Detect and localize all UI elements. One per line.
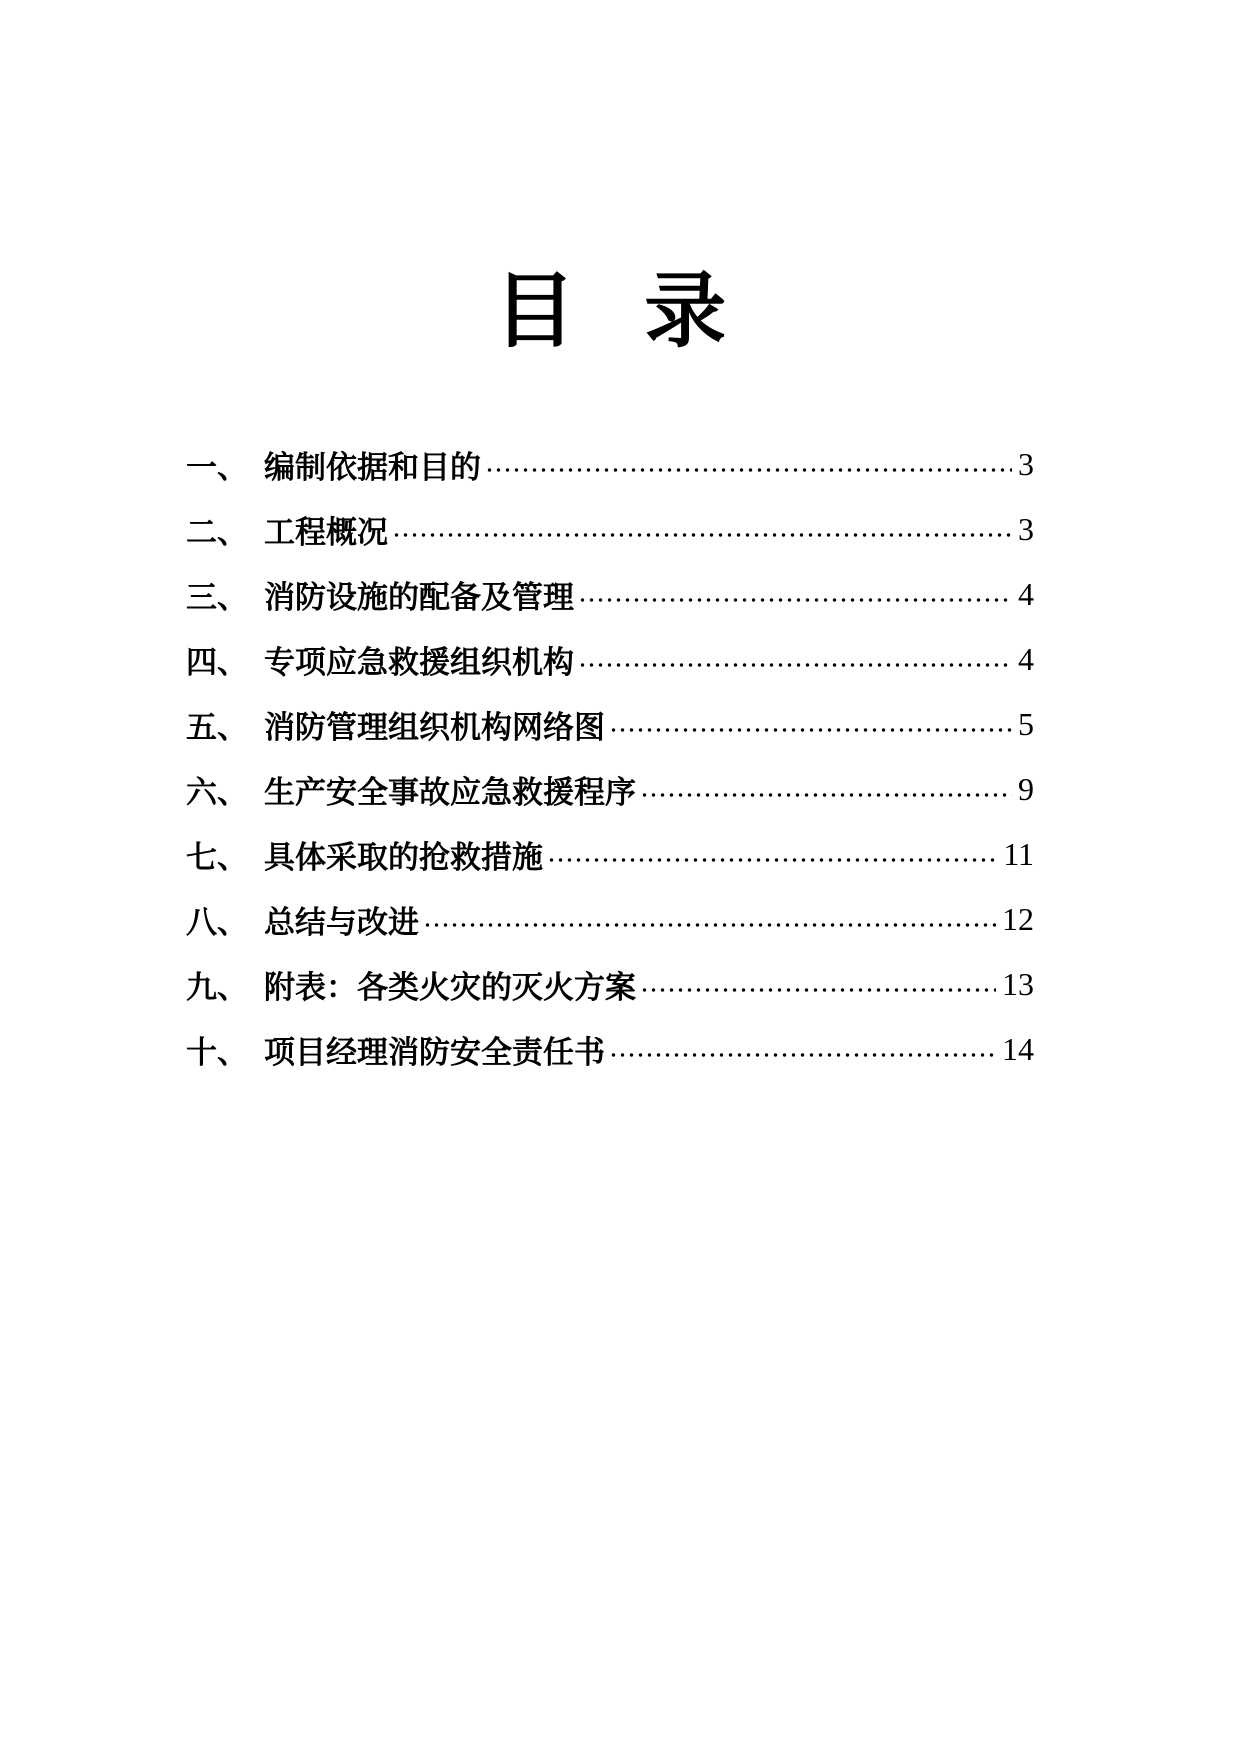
- toc-entry[interactable]: [186, 432, 1034, 497]
- toc-entry-number: 一、: [186, 450, 248, 486]
- toc-entry-page: 9: [1018, 771, 1034, 807]
- toc-dot-leader: [485, 468, 1012, 472]
- toc-entry-title: 工程概况: [264, 515, 388, 551]
- toc-entry-title: 消防设施的配备及管理: [264, 580, 574, 616]
- toc-entry-number: 四、: [186, 645, 248, 681]
- toc-entry-title: 消防管理组织机构网络图: [264, 710, 605, 746]
- toc-entry-title: 附表：各类火灾的灭火方案: [264, 970, 636, 1006]
- toc-entry-page: 4: [1018, 576, 1034, 612]
- toc-entry-number: 八、: [186, 905, 248, 941]
- toc-entry-number: 九、: [186, 970, 248, 1006]
- toc-dot-leader: [578, 663, 1012, 667]
- toc-dot-leader: [640, 793, 1012, 797]
- toc-entry-title: 项目经理消防安全责任书: [264, 1035, 605, 1071]
- toc-entry-number: 五、: [186, 710, 248, 746]
- toc-entry[interactable]: [186, 562, 1034, 627]
- toc-entry-number: 十、: [186, 1035, 248, 1071]
- toc-dot-leader: [578, 598, 1012, 602]
- toc-entry-page: 12: [1002, 901, 1034, 937]
- toc-dot-leader: [423, 923, 996, 927]
- toc-entry-page: 3: [1018, 511, 1034, 547]
- toc-entry-page: 11: [1003, 836, 1034, 872]
- toc-entry-title: 专项应急救援组织机构: [264, 645, 574, 681]
- toc-entry-number: 七、: [186, 840, 248, 876]
- toc-dot-leader: [640, 988, 996, 992]
- toc-entry[interactable]: [186, 822, 1034, 887]
- toc-entry[interactable]: [186, 952, 1034, 1017]
- toc-dot-leader: [392, 533, 1012, 537]
- toc-entry-number: 六、: [186, 775, 248, 811]
- toc-entry[interactable]: [186, 692, 1034, 757]
- toc-dot-leader: [609, 1053, 996, 1057]
- toc-entry[interactable]: [186, 887, 1034, 952]
- page-title: 目 录: [493, 264, 747, 359]
- toc-entry-page: 13: [1002, 966, 1034, 1002]
- toc-dot-leader: [609, 728, 1012, 732]
- toc-entry-title: 总结与改进: [264, 905, 419, 941]
- toc-entry-page: 14: [1002, 1031, 1034, 1067]
- toc-entry-number: 三、: [186, 580, 248, 616]
- toc-entry[interactable]: [186, 757, 1034, 822]
- toc-entry-number: 二、: [186, 515, 248, 551]
- toc-dot-leader: [547, 858, 997, 862]
- table-of-contents: [186, 432, 1034, 1082]
- toc-entry[interactable]: [186, 627, 1034, 692]
- toc-entry-page: 4: [1018, 641, 1034, 677]
- toc-entry-title: 生产安全事故应急救援程序: [264, 775, 636, 811]
- toc-entry-title: 具体采取的抢救措施: [264, 840, 543, 876]
- toc-entry[interactable]: [186, 497, 1034, 562]
- toc-entry-title: 编制依据和目的: [264, 450, 481, 486]
- toc-entry-page: 3: [1018, 446, 1034, 482]
- toc-entry-page: 5: [1018, 706, 1034, 742]
- toc-entry[interactable]: [186, 1017, 1034, 1082]
